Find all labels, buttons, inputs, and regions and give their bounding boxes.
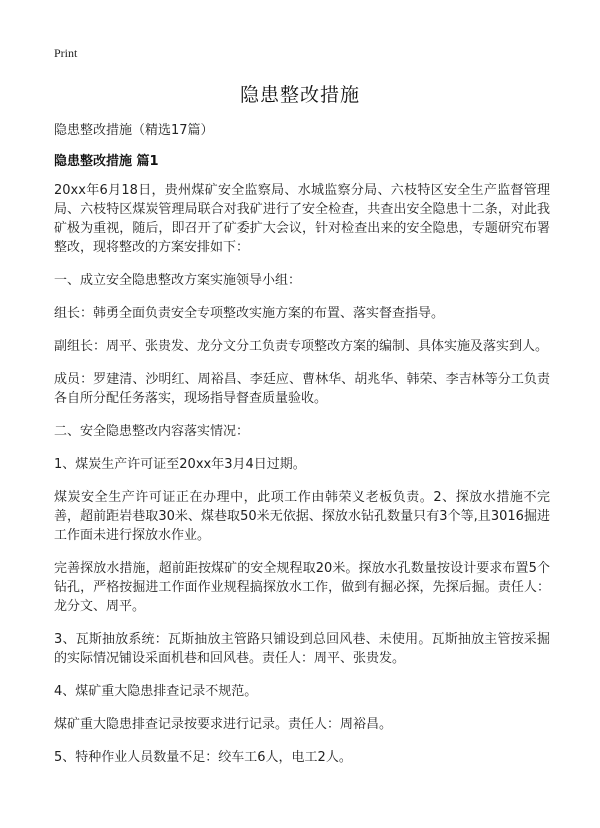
- document-title: 隐患整改措施: [239, 84, 360, 106]
- paragraph-members: 成员：罗建清、沙明红、周裕昌、李廷应、曹林华、胡兆华、韩荣、李吉林等分工负责各自所分配任务落实，现场指导督查质量验收。: [54, 372, 550, 406]
- section-heading: 隐患整改措施 篇1: [54, 154, 159, 169]
- document-body: [54, 181, 550, 781]
- paragraph-item-2-response: 完善探放水措施，超前距按煤矿的安全规程取20米。探放水孔数量按设计要求布置5个钻孔，严格按掘进工作面作业规程搞探放水工作，做到有掘必探，先探后掘。责任人：龙分文、周平。: [54, 561, 550, 614]
- paragraph-item-4: 4、煤矿重大隐患排查记录不规范。: [54, 684, 258, 699]
- paragraph-item-1-response: 煤炭安全生产许可证正在办理中，此项工作由韩荣义老板负责。2、探放水措施不完善，超前距岩巷取30米、煤巷取50米无依据、探放水钻孔数量只有3个等,且3016掘进工作面未进行探放水作业。: [54, 490, 550, 543]
- paragraph-item-1: 1、煤炭生产许可证至20xx年3月4日过期。: [54, 457, 306, 472]
- paragraph-item-5: 5、特种作业人员数量不足：绞车工6人，电工2人。: [54, 750, 352, 765]
- print-link[interactable]: Print: [54, 46, 78, 60]
- paragraph-intro: 20xx年6月18日，贵州煤矿安全监察局、水城监察分局、六枝特区安全生产监督管理局、六枝特区煤炭管理局联合对我矿进行了安全检查，共查出安全隐患十二条，对此我矿极为重视，随后，即召开了矿委扩大会议，针对检查出来的安全隐患，专题研究布署整改，现将整改的方案安排如下：: [54, 183, 550, 255]
- paragraph-item-3: 3、瓦斯抽放系统：瓦斯抽放主管路只铺设到总回风巷、未使用。瓦斯抽放主管按采掘的实际情况铺设采面机巷和回风巷。责任人：周平、张贵发。: [54, 632, 550, 666]
- paragraph-leader: 组长：韩勇全面负责安全专项整改实施方案的布置、落实督查指导。: [54, 306, 445, 321]
- paragraph-item-4-response: 煤矿重大隐患排查记录按要求进行记录。责任人：周裕昌。: [54, 717, 393, 732]
- paragraph-section-one: 一、成立安全隐患整改方案实施领导小组：: [54, 273, 302, 288]
- document-subtitle: 隐患整改措施（精选17篇）: [54, 123, 214, 138]
- paragraph-section-two: 二、安全隐患整改内容落实情况：: [54, 424, 250, 439]
- paragraph-deputy-leader: 副组长：周平、张贵发、龙分文分工负责专项整改方案的编制、具体实施及落实到人。: [54, 339, 549, 354]
